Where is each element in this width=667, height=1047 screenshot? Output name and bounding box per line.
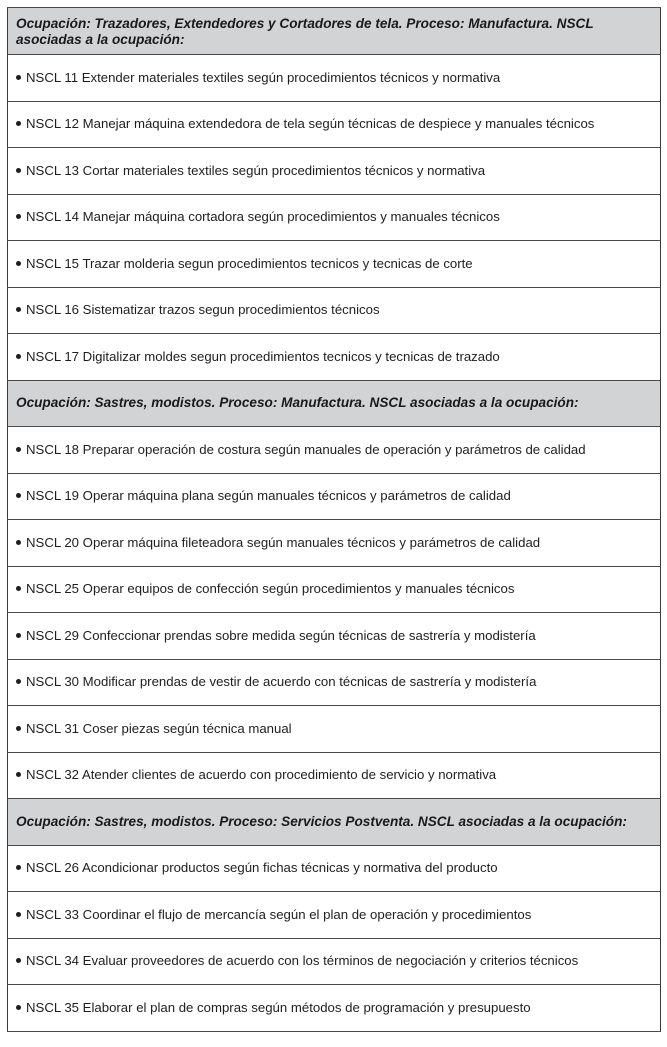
nscl-item: NSCL 30 Modificar prendas de vestir de acuerdo con técnicas de sastrería y modistería bbox=[26, 674, 537, 690]
table-row bbox=[8, 473, 661, 520]
table-row bbox=[8, 101, 661, 148]
table-row bbox=[8, 287, 661, 334]
bullet-icon bbox=[16, 447, 21, 452]
bullet-icon bbox=[16, 307, 21, 312]
bullet-icon bbox=[16, 168, 21, 173]
nscl-occupation-table bbox=[7, 7, 661, 1032]
nscl-item: NSCL 35 Elaborar el plan de compras según métodos de programación y presupuesto bbox=[26, 999, 531, 1015]
section-header-row bbox=[8, 799, 661, 846]
bullet-icon bbox=[16, 493, 21, 498]
bullet-icon bbox=[16, 121, 21, 126]
table-row bbox=[8, 148, 661, 195]
bullet-icon bbox=[16, 354, 21, 359]
bullet-icon bbox=[16, 865, 21, 870]
table-row bbox=[8, 55, 661, 102]
nscl-item: NSCL 31 Coser piezas según técnica manual bbox=[26, 720, 292, 736]
nscl-item: NSCL 33 Coordinar el flujo de mercancía según el plan de operación y procedimientos bbox=[26, 906, 532, 922]
bullet-icon bbox=[16, 540, 21, 545]
nscl-item: NSCL 19 Operar máquina plana según manuales técnicos y parámetros de calidad bbox=[26, 488, 511, 504]
nscl-item: NSCL 20 Operar máquina fileteadora según manuales técnicos y parámetros de calidad bbox=[26, 534, 541, 550]
nscl-item: NSCL 12 Manejar máquina extendedora de tela según técnicas de despiece y manuales técnicos bbox=[26, 116, 595, 132]
bullet-icon bbox=[16, 772, 21, 777]
bullet-icon bbox=[16, 261, 21, 266]
table-row bbox=[8, 427, 661, 474]
section-header-row bbox=[8, 8, 661, 55]
bullet-icon bbox=[16, 912, 21, 917]
nscl-item: NSCL 13 Cortar materiales textiles según procedimientos técnicos y normativa bbox=[26, 162, 486, 178]
table-row bbox=[8, 845, 661, 892]
table-row bbox=[8, 241, 661, 288]
bullet-icon bbox=[16, 214, 21, 219]
bullet-icon bbox=[16, 679, 21, 684]
table-row bbox=[8, 520, 661, 567]
bullet-icon bbox=[16, 586, 21, 591]
table-row bbox=[8, 334, 661, 381]
table-row bbox=[8, 892, 661, 939]
nscl-item: NSCL 18 Preparar operación de costura según manuales de operación y parámetros de calidad bbox=[26, 441, 586, 457]
table-row bbox=[8, 194, 661, 241]
bullet-icon bbox=[16, 75, 21, 80]
table-row bbox=[8, 706, 661, 753]
table-row bbox=[8, 752, 661, 799]
table-row bbox=[8, 985, 661, 1032]
nscl-item: NSCL 26 Acondicionar productos según fichas técnicas y normativa del producto bbox=[26, 860, 498, 876]
nscl-item: NSCL 29 Confeccionar prendas sobre medida según técnicas de sastrería y modistería bbox=[26, 627, 536, 643]
section-header: Ocupación: Sastres, modistos. Proceso: Servicios Postventa. NSCL asociadas a la ocupación: bbox=[8, 799, 661, 846]
section-header: Ocupación: Trazadores, Extendedores y Cortadores de tela. Proceso: Manufactura. NSCL asociadas a la ocupación: bbox=[8, 8, 661, 55]
nscl-item: NSCL 15 Trazar molderia segun procedimientos tecnicos y tecnicas de corte bbox=[26, 255, 473, 271]
table-row bbox=[8, 613, 661, 660]
section-header: Ocupación: Sastres, modistos. Proceso: Manufactura. NSCL asociadas a la ocupación: bbox=[8, 380, 661, 427]
table-row bbox=[8, 566, 661, 613]
nscl-item: NSCL 25 Operar equipos de confección según procedimientos y manuales técnicos bbox=[26, 581, 515, 597]
bullet-icon bbox=[16, 633, 21, 638]
nscl-item: NSCL 11 Extender materiales textiles según procedimientos técnicos y normativa bbox=[26, 69, 501, 85]
nscl-item: NSCL 17 Digitalizar moldes segun procedimientos tecnicos y tecnicas de trazado bbox=[26, 348, 500, 364]
nscl-item: NSCL 14 Manejar máquina cortadora según procedimientos y manuales técnicos bbox=[26, 209, 500, 225]
bullet-icon bbox=[16, 1005, 21, 1010]
nscl-item: NSCL 32 Atender clientes de acuerdo con procedimiento de servicio y normativa bbox=[26, 767, 497, 783]
nscl-item: NSCL 34 Evaluar proveedores de acuerdo con los términos de negociación y criterios técnicos bbox=[26, 953, 579, 969]
nscl-item: NSCL 16 Sistematizar trazos segun procedimientos técnicos bbox=[26, 302, 380, 318]
section-header-row bbox=[8, 380, 661, 427]
table-row bbox=[8, 659, 661, 706]
bullet-icon bbox=[16, 958, 21, 963]
bullet-icon bbox=[16, 726, 21, 731]
table-row bbox=[8, 938, 661, 985]
